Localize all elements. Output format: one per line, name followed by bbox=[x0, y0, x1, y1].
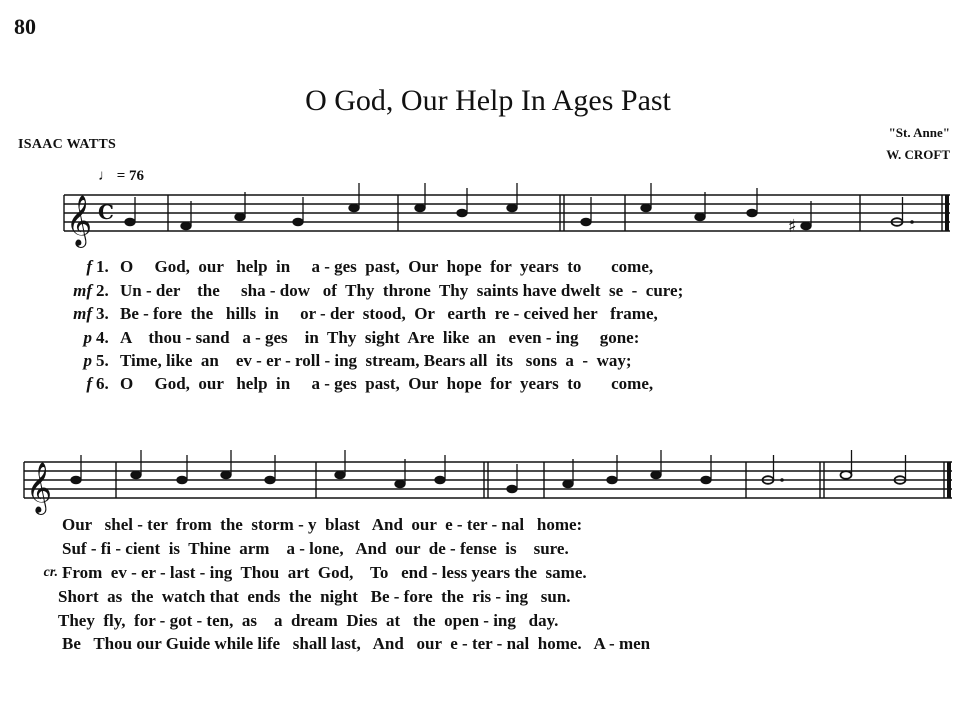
tune-name: "St. Anne" bbox=[888, 125, 950, 140]
lyric-text: Be - fore the hills in or - der stood, Or earth re - ceived her frame, bbox=[120, 304, 658, 323]
poet-credit: ISAAC WATTS bbox=[18, 137, 117, 152]
lyric-text: They fly, for - got - ten, as a dream Dies at the open - ing day. bbox=[58, 611, 559, 630]
tempo-marking: ♩ = 76 bbox=[98, 168, 145, 184]
verse-number: 5. bbox=[96, 351, 109, 370]
dynamic-marking: mf bbox=[73, 281, 92, 300]
dynamic-marking: cr. bbox=[43, 565, 58, 580]
lyric-text: A thou - sand a - ges in Thy sight Are like an even - ing gone: bbox=[120, 328, 640, 347]
sharp-icon: ♯ bbox=[788, 216, 797, 237]
lyric-text: O God, our help in a - ges past, Our hope for years to come, bbox=[120, 374, 654, 393]
lyric-text: O God, our help in a - ges past, Our hope for years to come, bbox=[120, 257, 654, 276]
verse-block-2 bbox=[0, 514, 976, 659]
lyric-text: Suf - fi - cient is Thine arm a - lone, And our de - fense is sure. bbox=[62, 539, 569, 558]
verse-number: 3. bbox=[96, 304, 109, 323]
dynamic-marking: p bbox=[83, 351, 92, 370]
staff-system-2 bbox=[0, 448, 976, 518]
lyric-text: Be Thou our Guide while life shall last, And our e - ter - nal home. A - men bbox=[62, 634, 651, 653]
verse-number: 2. bbox=[96, 281, 109, 300]
lyric-text: Our shel - ter from the storm - y blast And our e - ter - nal home: bbox=[62, 515, 583, 534]
verse-number: 1. bbox=[96, 257, 109, 276]
tune-credit bbox=[886, 122, 950, 166]
composer-name: W. CROFT bbox=[886, 147, 950, 162]
lyric-text: Un - der the sha - dow of Thy throne Thy saints have dwelt se - cure; bbox=[120, 281, 684, 300]
verse-block-1 bbox=[0, 256, 976, 396]
dynamic-marking: f bbox=[86, 257, 92, 276]
dynamic-marking: mf bbox=[73, 304, 92, 323]
lyric-text: From ev - er - last - ing Thou art God, To end - less years the same. bbox=[62, 563, 587, 582]
lyric-text: Time, like an ev - er - roll - ing stream, Bears all its sons a - way; bbox=[120, 351, 632, 370]
dynamic-marking: p bbox=[83, 328, 92, 347]
lyric-text: Short as the watch that ends the night Be - fore the ris - ing sun. bbox=[58, 587, 571, 606]
treble-clef-icon: 𝄞 bbox=[66, 195, 93, 246]
verse-number: 6. bbox=[96, 374, 109, 393]
verse-number: 4. bbox=[96, 328, 109, 347]
common-time-icon: C bbox=[98, 200, 114, 224]
treble-clef-icon: 𝄞 bbox=[26, 462, 53, 513]
hymn-title: O God, Our Help In Ages Past bbox=[305, 84, 671, 117]
page-number: 80 bbox=[14, 14, 36, 39]
dynamic-marking: f bbox=[86, 374, 92, 393]
staff-system-1 bbox=[0, 175, 976, 255]
